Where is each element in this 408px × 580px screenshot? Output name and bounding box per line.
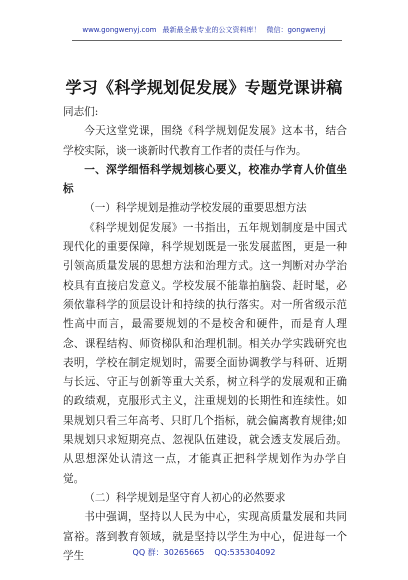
section-heading-1: 一、深学细悟科学规划核心要义，校准办学育人价值坐标 <box>63 163 347 196</box>
subsection-heading-1: （一）科学规划是推动学校发展的重要思想方法 <box>84 202 307 215</box>
paragraph-body-2: 书中强调，坚持以人民为中心，实现高质量发展和共同富裕。落到教育领域，就是坚持以学生为中心，促进每一个学生 <box>63 511 347 562</box>
header-divider <box>72 40 342 41</box>
subsection-heading-2: （二）科学规划是坚守育人初心的必然要求 <box>84 491 286 504</box>
wechat-id: 微信：gongwenyj <box>266 26 326 34</box>
qq-group: QQ 群：30265665 <box>132 548 205 557</box>
greeting: 同志们: <box>63 106 99 118</box>
site-url[interactable]: www.gongwenyj.com <box>82 26 157 34</box>
document-title: 学习《科学规划促发展》专题党课讲稿 <box>65 78 343 97</box>
paragraph-intro: 今天这堂党课，围绕《科学规划促发展》这本书，结合学校实际，谈一谈新时代教育工作者的责任与作为。 <box>63 125 347 157</box>
site-footer <box>0 547 408 558</box>
site-header <box>0 25 408 35</box>
site-slogan: 最新最全最专业的公文资料库！ <box>162 26 261 34</box>
qq-number: QQ:535304092 <box>214 548 276 557</box>
document-body <box>63 103 347 566</box>
paragraph-body-1: 《科学规划促发展》一书指出，五年规划制度是中国式现代化的重要保障，科学规划既是一张发展蓝图，更是一种引领高质量发展的思想方法和治理方式。这一判断对办学治校具有直接启发意义。学校发展不能靠拍脑袋、赶时髦，必须依靠科学的顶层设计和持续的执行落实。对一所省级示范性高中而言，最需要规划的不是校舍和硬件，而是育人理念、课程结构、师资梯队和治理机制。相关办学实践研究也表明，学校在制定规划时，需要全面协调教学与科研、近期与长远、守正与创新等重大关系，树立科学的发展观和正确的政绩观，克服形式主义，注重规划的长期性和连续性。如果规划只看三年高考、只盯几个指标，就会偏离教育规律;如果规划只求短期亮点、忽视队伍建设，就会透支发展后劲。从思想深处认清这一点，才能真正把科学规划作为办学自觉。 <box>63 221 347 485</box>
